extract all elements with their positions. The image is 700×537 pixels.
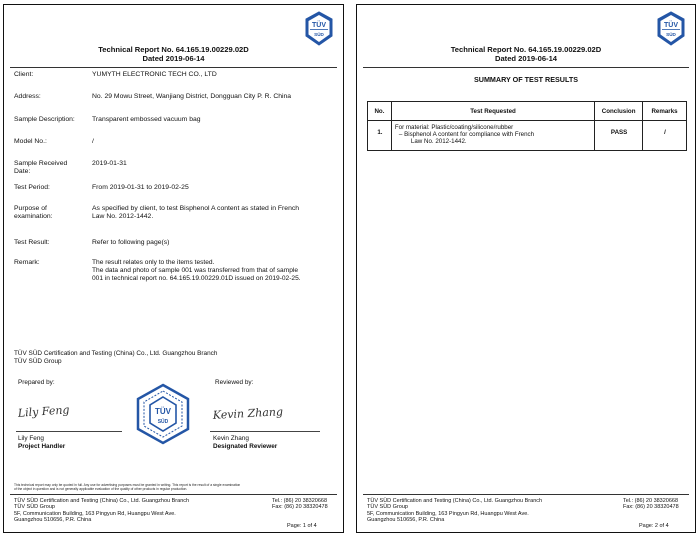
remark-line2: The data and photo of sample 001 was transferred from that of sample: [92, 267, 298, 275]
footer-contacts: [623, 498, 679, 511]
client-label: Client:: [14, 71, 34, 78]
sample-description-value: Transparent embossed vacuum bag: [92, 116, 201, 123]
cell-no: 1.: [368, 121, 392, 151]
report-date: Dated 2019-06-14: [494, 54, 558, 63]
test-period-label: Test Period:: [14, 184, 50, 191]
address-label: Address:: [14, 93, 41, 100]
sample-received-label-line1: Sample Received: [14, 160, 68, 167]
test-period-value: From 2019-01-31 to 2019-02-25: [92, 184, 189, 191]
model-no-label: Model No.:: [14, 138, 47, 145]
table-row: [368, 121, 687, 151]
report-title: Technical Report No. 64.165.19.00229.02D: [450, 45, 602, 54]
footer-address: [14, 498, 189, 524]
footer-divider: [363, 494, 689, 495]
issuer-line2: TÜV SÜD Group: [14, 358, 62, 365]
footer-fax: Fax: (86) 20 38320478: [623, 504, 679, 511]
footer-line3: 5F, Communication Building, 163 Pingyun Rd, Huangpu West Ave.: [14, 510, 176, 517]
footer-tel: Tel.: (86) 20 38320668: [272, 498, 328, 504]
reviewer-block: [213, 435, 277, 451]
report-page-2: [356, 4, 696, 533]
test-result-label: Test Result:: [14, 239, 50, 246]
report-header: [4, 45, 343, 63]
reviewed-by-label: Reviewed by:: [215, 379, 254, 386]
footer-line1: TÜV SÜD Certification and Testing (China) Co., Ltd. Guangzhou Branch: [367, 498, 543, 504]
test-line2: – Bisphenol A content for compliance with French: [398, 131, 535, 138]
summary-table: [367, 101, 687, 151]
tuv-stamp: [136, 383, 190, 445]
purpose-label-line2: examination:: [14, 213, 53, 221]
tuv-sud-logo: [656, 11, 686, 46]
legal-note-line2: of the object in question and is not generally applicable evaluation of the quality of other products in regular production.: [14, 487, 188, 491]
footer-divider: [10, 494, 337, 495]
reviewer-role: Designated Reviewer: [213, 443, 278, 450]
col-header-conclusion: Conclusion: [595, 102, 643, 121]
reviewer-signature-text: Kevin Zhang: [212, 405, 284, 422]
prepared-by-label: Prepared by:: [18, 379, 55, 386]
col-header-test: Test Requested: [391, 102, 594, 121]
test-result-value: Refer to following page(s): [92, 239, 170, 246]
footer-contacts: [272, 498, 328, 511]
logo-text-bottom: SÜD: [314, 32, 324, 37]
page-number: Page: 1 of 4: [287, 523, 317, 529]
preparer-name: Lily Feng: [18, 435, 44, 442]
cell-conclusion: PASS: [595, 121, 643, 151]
legal-note-line1: This technical report may only be quoted in full. Any use for advertising purposes must be granted in writing. This report is the result of a single examination: [14, 483, 241, 487]
sample-description-label: Sample Description:: [14, 116, 75, 123]
col-header-remarks: Remarks: [643, 102, 687, 121]
table-header-row: [368, 102, 687, 121]
report-header: [357, 45, 695, 63]
reviewer-signature-line: [210, 431, 320, 432]
issuer-line1: TÜV SÜD Certification and Testing (China) Co., Ltd. Guangzhou Branch: [14, 350, 218, 357]
preparer-signature: [14, 395, 94, 425]
header-divider: [10, 67, 337, 68]
stamp-text-bottom: SÜD: [157, 419, 169, 425]
footer-line3: 5F, Communication Building, 163 Pingyun Rd, Huangpu West Ave.: [367, 510, 529, 517]
address-value: No. 29 Mowu Street, Wanjiang District, Dongguan City P. R. China: [92, 93, 292, 100]
footer-tel: Tel.: (86) 20 38320668: [623, 498, 679, 504]
report-date: Dated 2019-06-14: [142, 54, 205, 63]
remark-label: Remark:: [14, 259, 40, 266]
remark-value: [92, 259, 301, 284]
footer-fax: Fax: (86) 20 38320478: [272, 504, 328, 511]
preparer-block: [18, 435, 65, 451]
reviewer-signature: [209, 397, 299, 427]
test-line3: Law No. 2012-1442.: [410, 138, 467, 145]
footer-line1: TÜV SÜD Certification and Testing (China) Co., Ltd. Guangzhou Branch: [14, 498, 190, 504]
remark-line1: The result relates only to the items tested.: [92, 259, 215, 266]
header-divider: [363, 67, 689, 68]
issuer-block: [14, 350, 217, 366]
cell-test-requested: [391, 121, 594, 151]
test-line1: For material: Plastic/coating/silicone/rubber: [394, 124, 514, 131]
purpose-label: [14, 205, 53, 221]
client-value: YUMYTH ELECTRONIC TECH CO., LTD: [92, 71, 217, 78]
footer-line4: Guangzhou 510656, P.R. China: [367, 517, 445, 524]
tuv-sud-logo: [304, 11, 334, 46]
sample-received-value: 2019-01-31: [92, 160, 127, 167]
legal-note: [14, 483, 336, 491]
preparer-signature-text: Lily Feng: [17, 403, 70, 420]
remark-line3: 001 in technical report no. 64.165.19.00229.01D issued on 2019-02-25.: [92, 275, 301, 283]
preparer-signature-line: [16, 431, 122, 432]
logo-text-top: TÜV: [312, 22, 326, 29]
model-no-value: /: [92, 138, 94, 145]
reviewer-name: Kevin Zhang: [213, 435, 249, 442]
stamp-text-top: TÜV: [155, 407, 171, 416]
cell-remarks: /: [643, 121, 687, 151]
footer-line2: TÜV SÜD Group: [367, 504, 408, 511]
summary-title: SUMMARY OF TEST RESULTS: [473, 75, 579, 84]
purpose-label-line1: Purpose of: [14, 205, 47, 212]
purpose-value: [92, 205, 299, 221]
purpose-value-line2: Law No. 2012-1442.: [92, 213, 154, 221]
preparer-role: Project Handler: [18, 443, 66, 450]
col-header-no: No.: [368, 102, 392, 121]
footer-line4: Guangzhou 510656, P.R. China: [14, 517, 92, 524]
purpose-value-line1: As specified by client, to test Bisphenol A content as stated in French: [92, 205, 300, 212]
logo-text-bottom: SÜD: [666, 32, 676, 37]
logo-text-top: TÜV: [664, 22, 678, 29]
sample-received-label-line2: Date:: [14, 168, 31, 176]
footer-line2: TÜV SÜD Group: [14, 504, 55, 511]
report-title: Technical Report No. 64.165.19.00229.02D: [98, 45, 249, 54]
footer-address: [367, 498, 542, 524]
report-page-1: [3, 4, 344, 533]
page-number: Page: 2 of 4: [639, 523, 669, 529]
sample-received-label: [14, 160, 67, 176]
